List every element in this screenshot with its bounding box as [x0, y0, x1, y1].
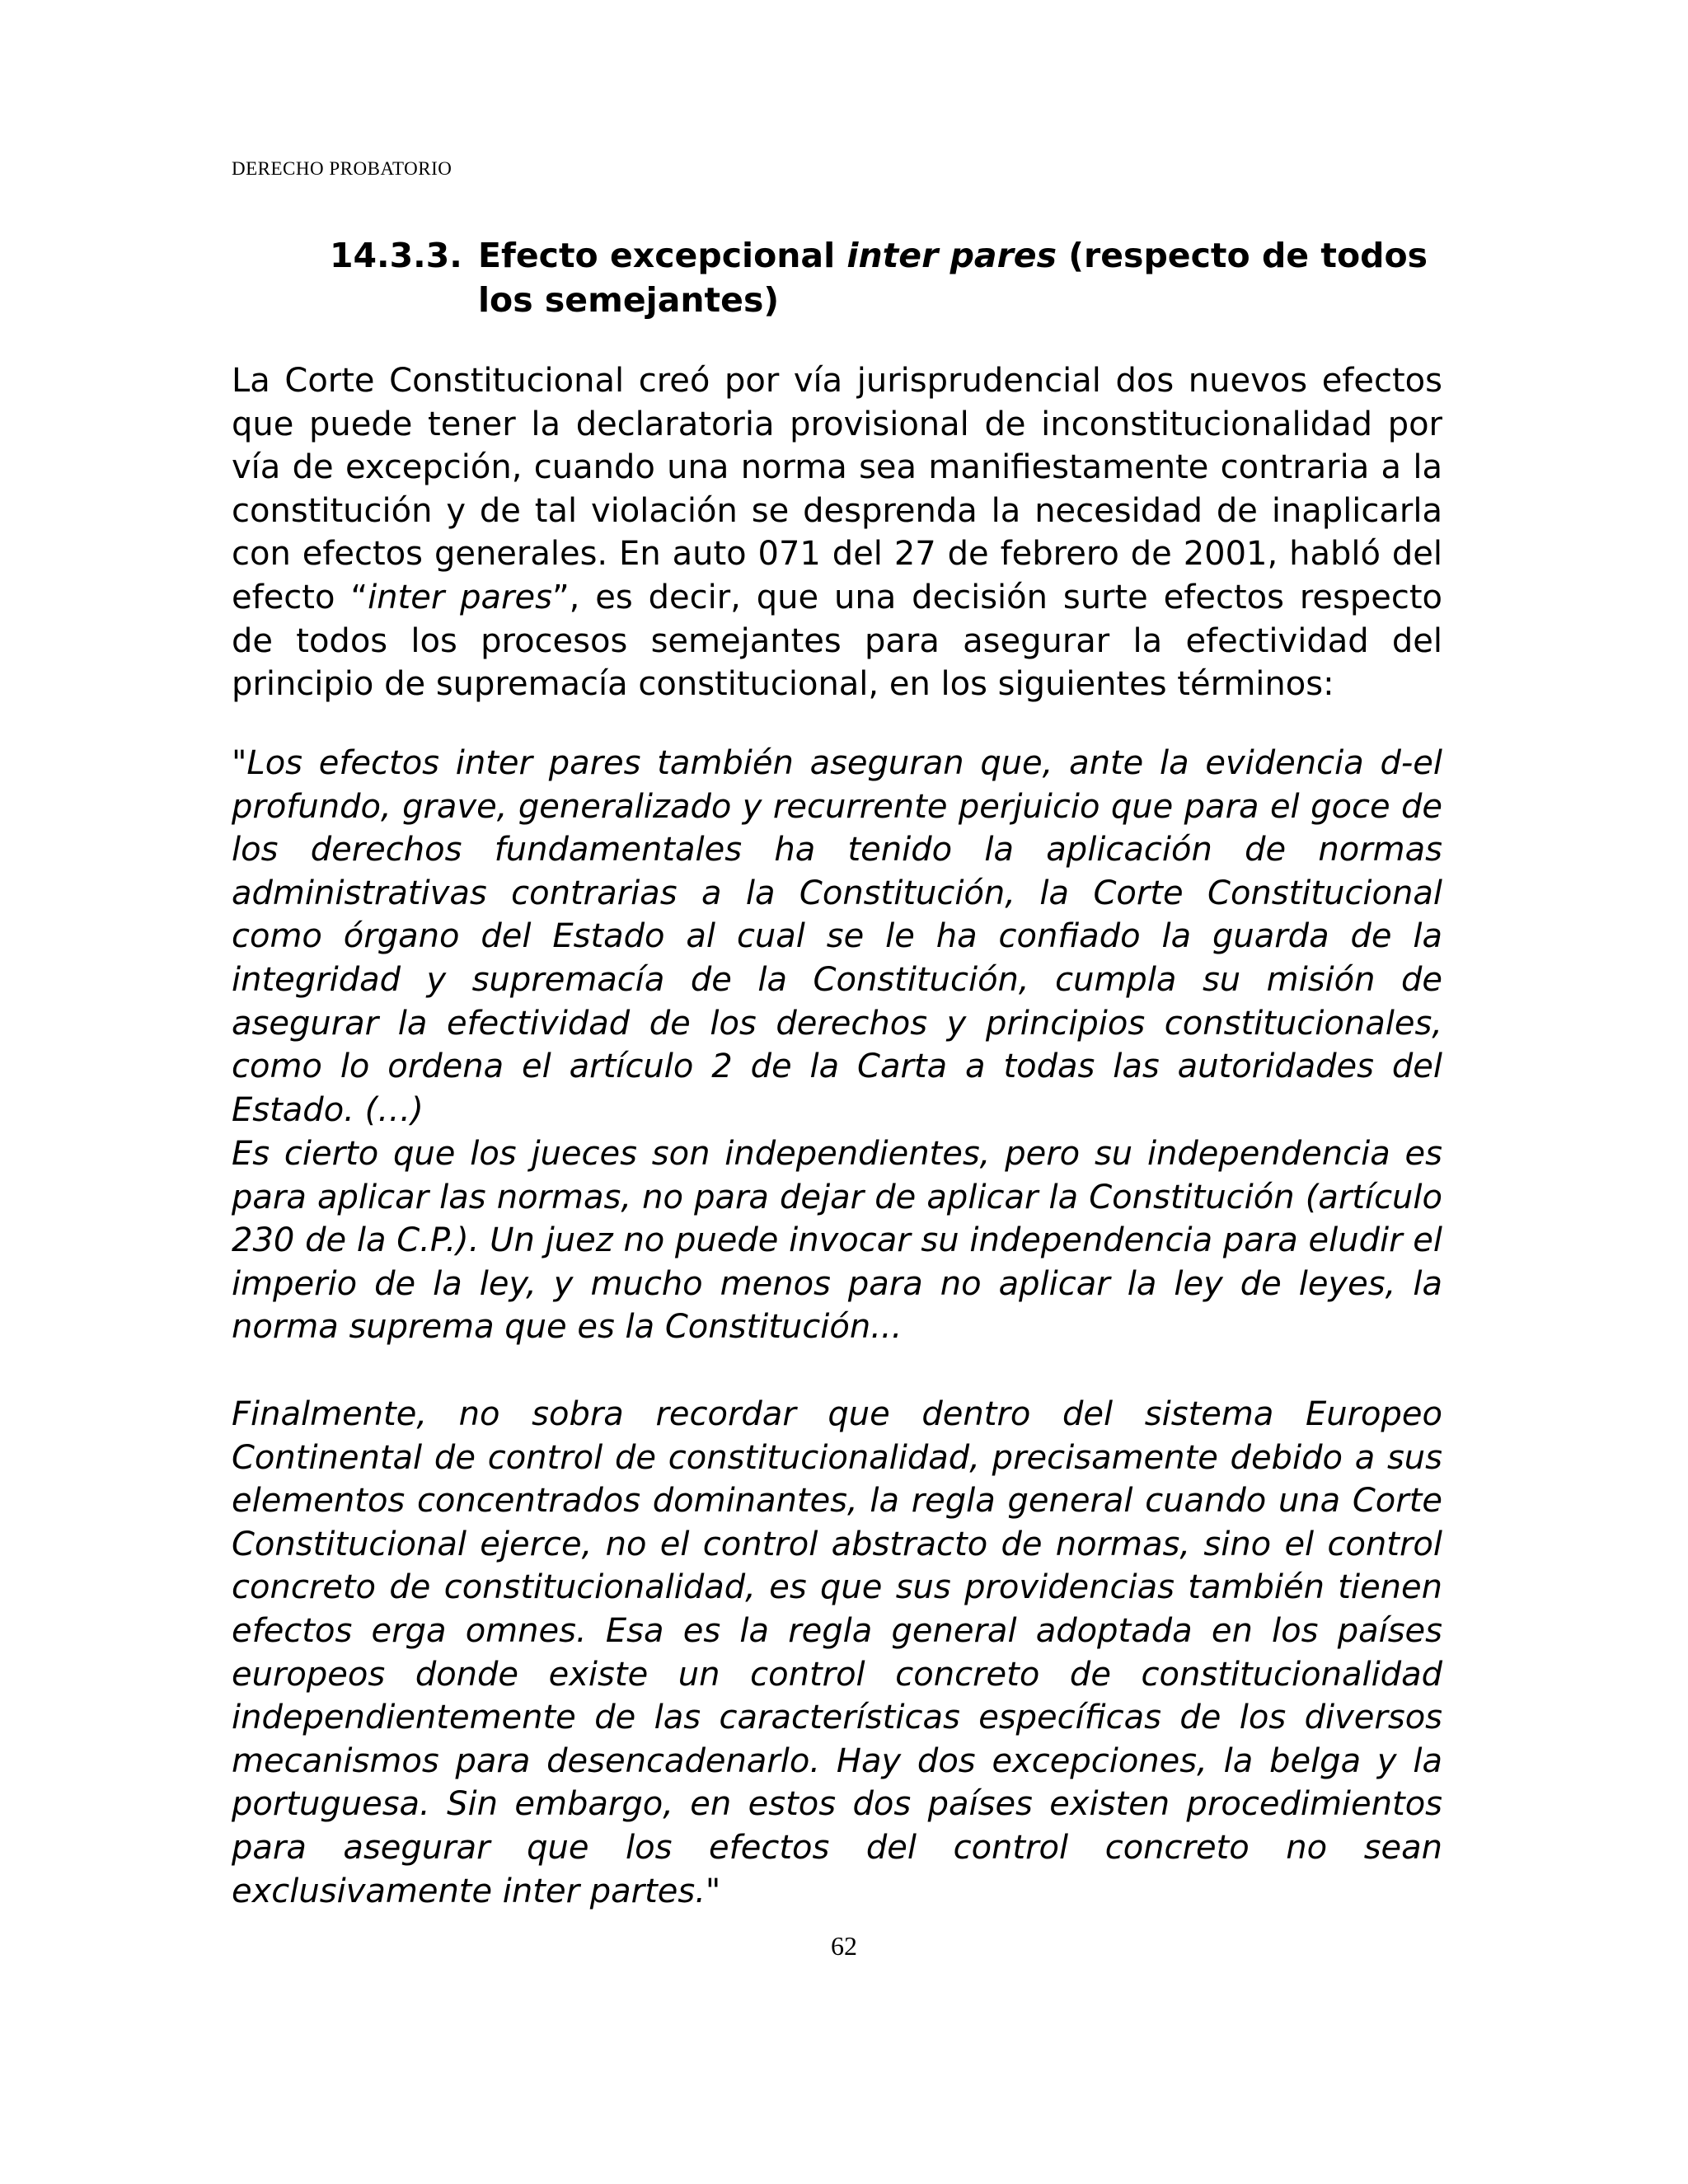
- section-heading: [330, 233, 1451, 322]
- body-paragraph-text-start: La Corte Constitucional creó por vía jurisprudencial dos nuevos efectos que puede tener la declaratoria provisional de inconstitucionalidad por vía de excepción, cuando una norma sea manifiestamente contraria a la constitución y de tal violación se desprenda la necesidad de inaplicarla con efectos generales. En auto 071 del 27 de febrero de 2001, habló del efecto “: [232, 362, 1442, 616]
- section-title-end: (respecto de todos los semejantes): [478, 236, 1428, 320]
- section-title-start: Efecto excepcional: [478, 236, 847, 275]
- quote-paragraph-3-text: Finalmente, no sobra recordar que dentro del sistema Europeo Continental de control de constitucionalidad, precisamente debido a sus elementos concentrados dominantes, la regla general cuando una Corte Constitucional ejerce, no el control abstracto de normas, sino el control concreto de constitucionalidad, es que sus providencias también tienen efectos erga omnes. Esa es la regla general adoptada en los países europeos donde existe un control concreto de constitucionalidad independientemente de las características específicas de los diversos mecanismos para desencadenarlo. Hay dos excepciones, la belga y la portuguesa. Sin embargo, en estos dos países existen procedimientos para asegurar que los efectos del control concreto no sean exclusivamente inter partes.: [232, 1395, 1442, 1910]
- quote-close-mark: ": [705, 1872, 721, 1910]
- quote-paragraph-2: Es cierto que los jueces son independientes, pero su independencia es para aplicar las normas, no para dejar de aplicar la Constitución (artículo 230 de la C.P.). Un juez no puede invocar su independencia para eludir el imperio de la ley, y mucho menos para no aplicar la ley de leyes, la norma suprema que es la Constitución...: [232, 1135, 1442, 1347]
- quote-paragraph-3: [232, 1393, 1442, 1913]
- page-number: 62: [831, 1931, 857, 1961]
- quote-paragraph-1: [232, 742, 1442, 1132]
- body-paragraph: [232, 359, 1442, 706]
- section-number: 14.3.3.: [330, 236, 462, 275]
- running-header: DERECHO PROBATORIO: [232, 158, 452, 179]
- body-paragraph-text-end: ”, es decir, que una decisión surte efectos respecto de todos los procesos semejantes para asegurar la efectividad del principio de supremacía constitucional, en los siguientes términos:: [232, 578, 1443, 704]
- section-title-italic: inter pares: [846, 236, 1057, 275]
- section-title: [478, 233, 1451, 322]
- quote-paragraph-1-text: Los efectos inter pares también aseguran que, ante la evidencia d-el profundo, grave, generalizado y recurrente perjuicio que para el goce de los derechos fundamentales ha tenido la aplicación de normas administrativas contrarias a la Constitución, la Corte Constitucional como órgano del Estado al cual se le ha confiado la guarda de la integridad y supremacía de la Constitución, cumpla su misión de asegurar la efectividad de los derechos y principios constitucionales, como lo ordena el artículo 2 de la Carta a todas las autoridades del Estado. (…): [232, 744, 1442, 1129]
- quote-open-mark: ": [232, 744, 247, 782]
- body-paragraph-italic-term: inter pares: [368, 578, 552, 616]
